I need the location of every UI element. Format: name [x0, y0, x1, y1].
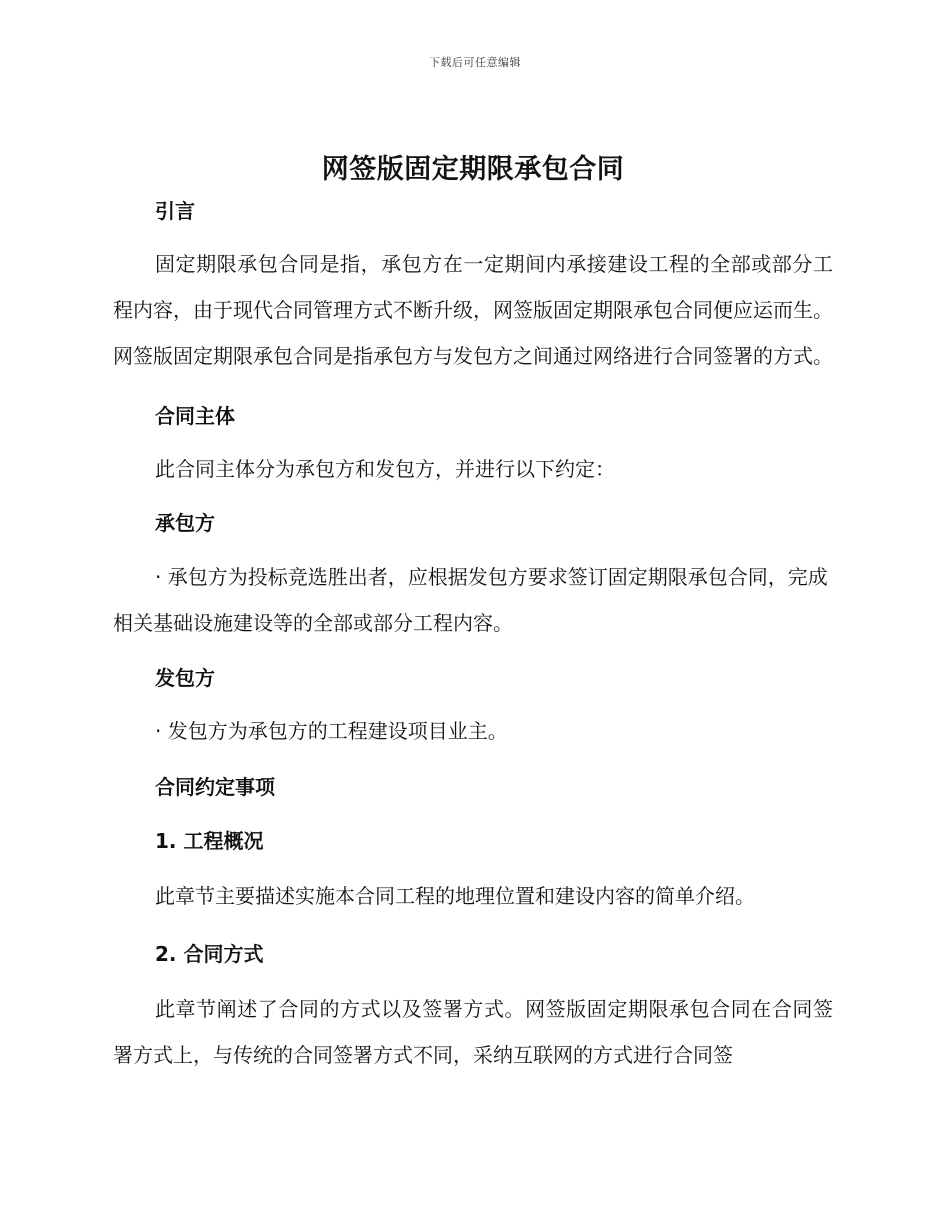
intro-heading: 引言: [155, 199, 195, 223]
contractor-bullet: · 承包方为投标竞选胜出者，应根据发包方要求签订固定期限承包合同，完成相关基础设施建设等的全部或部分工程内容。: [113, 565, 828, 635]
section-2-paragraph: 此章节阐述了合同的方式以及签署方式。网签版固定期限承包合同在合同签署方式上，与传统的合同签署方式不同，采纳互联网的方式进行合同签: [113, 997, 833, 1067]
section-2-heading: 2. 合同方式: [155, 942, 264, 966]
subject-heading: 合同主体: [155, 404, 235, 428]
employer-heading: 发包方: [155, 666, 215, 690]
document-body: [113, 150, 833, 1078]
document-title: 网签版固定期限承包合同: [321, 154, 625, 185]
contract-matters-heading: 合同约定事项: [155, 775, 275, 799]
section-1-heading: 1. 工程概况: [155, 829, 264, 853]
intro-paragraph: 固定期限承包合同是指，承包方在一定期间内承接建设工程的全部或部分工程内容，由于现代合同管理方式不断升级，网签版固定期限承包合同便应运而生。网签版固定期限承包合同是指承包方与发包方之间通过网络进行合同签署的方式。: [113, 252, 833, 368]
contractor-heading: 承包方: [155, 511, 215, 535]
subject-paragraph: 此合同主体分为承包方和发包方，并进行以下约定：: [155, 457, 615, 481]
section-1-paragraph: 此章节主要描述实施本合同工程的地理位置和建设内容的简单介绍。: [155, 884, 755, 908]
page-header-note: 下载后可任意编辑: [429, 56, 521, 69]
employer-bullet: · 发包方为承包方的工程建设项目业主。: [155, 719, 508, 743]
